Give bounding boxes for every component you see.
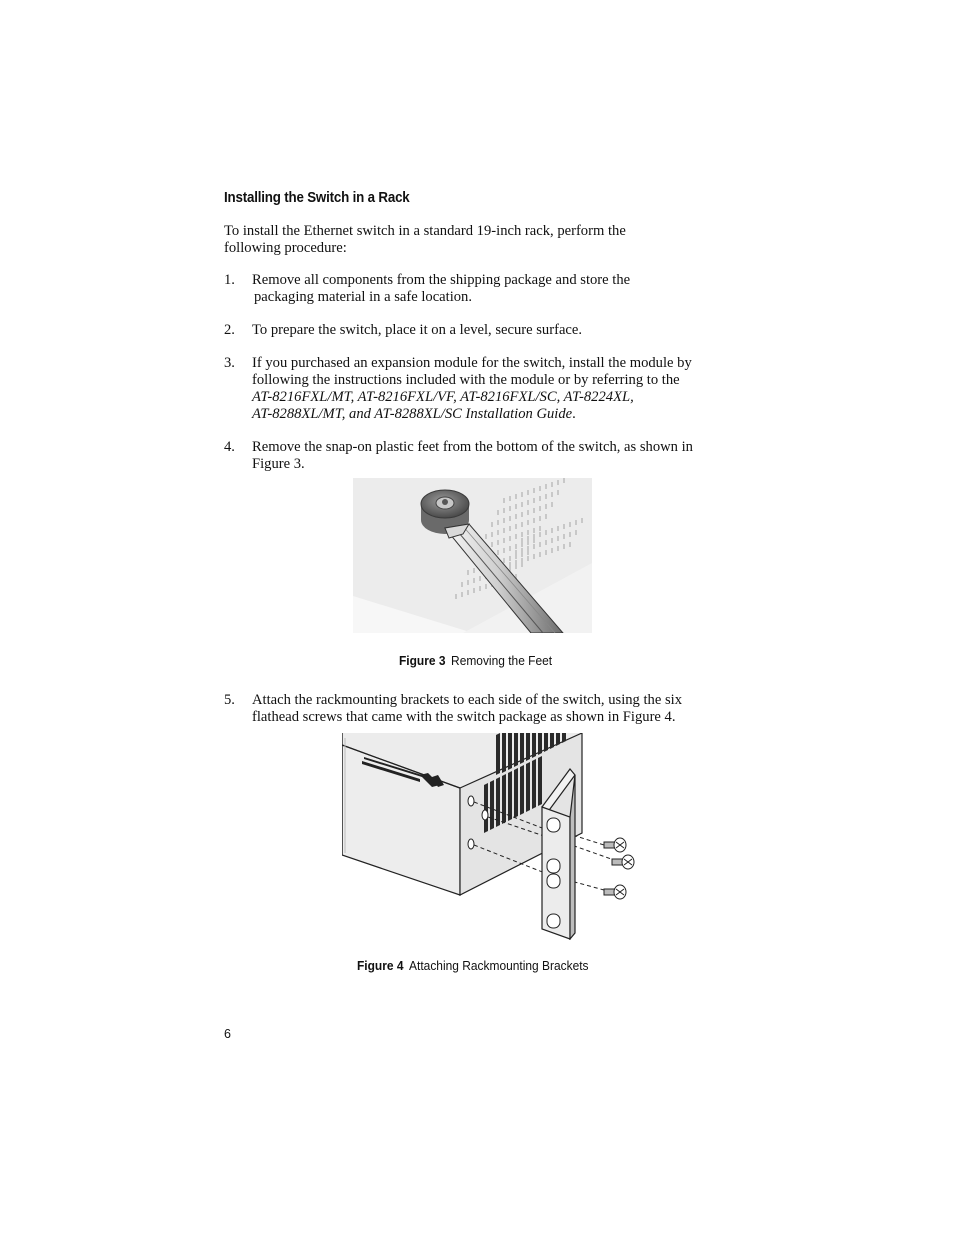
- figure-label: Figure 4: [357, 958, 404, 973]
- intro-line: To install the Ethernet switch in a standard 19-inch rack, perform the: [224, 223, 626, 239]
- step-line: packaging material in a safe location.: [254, 289, 473, 305]
- step-number: 3.: [224, 355, 235, 371]
- step-text: [252, 322, 732, 339]
- step-text: [252, 272, 732, 306]
- step-number: 4.: [224, 439, 235, 455]
- figure-label: Figure 3: [399, 653, 446, 668]
- figure-4-illustration: [342, 733, 636, 940]
- step-trailing-period: .: [572, 406, 576, 422]
- guide-title-line: AT-8288XL/MT, and AT-8288XL/SC Installation Guide: [252, 406, 573, 422]
- step-number: 5.: [224, 692, 235, 708]
- step-line: Remove the snap-on plastic feet from the bottom of the switch, as shown in: [252, 439, 693, 455]
- step-line: Attach the rackmounting brackets to each side of the switch, using the six: [252, 692, 682, 708]
- step-text: [252, 439, 732, 473]
- figure-3-illustration: [353, 478, 592, 633]
- step-line: following the instructions included with the module or by referring to the: [252, 372, 680, 388]
- step-text: [252, 692, 732, 726]
- flathead-screws: [604, 838, 634, 899]
- guide-title-line: AT-8216FXL/MT, AT-8216FXL/VF, AT-8216FXL/SC, AT-8224XL,: [252, 389, 634, 405]
- figure-caption-text: Attaching Rackmounting Brackets: [409, 958, 589, 973]
- figure-caption-text: Removing the Feet: [451, 653, 553, 668]
- section-heading: Installing the Switch in a Rack: [224, 190, 410, 206]
- intro-line: following procedure:: [224, 240, 347, 256]
- step-number: 2.: [224, 322, 235, 338]
- figure-3-caption: [399, 653, 552, 668]
- intro-paragraph: [224, 223, 714, 257]
- step-text: [252, 355, 732, 423]
- figure-4-caption: [357, 958, 589, 973]
- step-line: Remove all components from the shipping package and store the: [252, 272, 631, 288]
- step-line: If you purchased an expansion module for the switch, install the module by: [252, 355, 692, 371]
- step-number: 1.: [224, 272, 235, 288]
- step-line: Figure 3.: [252, 456, 305, 472]
- page-number: 6: [224, 1027, 231, 1041]
- step-line: flathead screws that came with the switch package as shown in Figure 4.: [252, 709, 676, 725]
- step-line: To prepare the switch, place it on a level, secure surface.: [252, 322, 583, 338]
